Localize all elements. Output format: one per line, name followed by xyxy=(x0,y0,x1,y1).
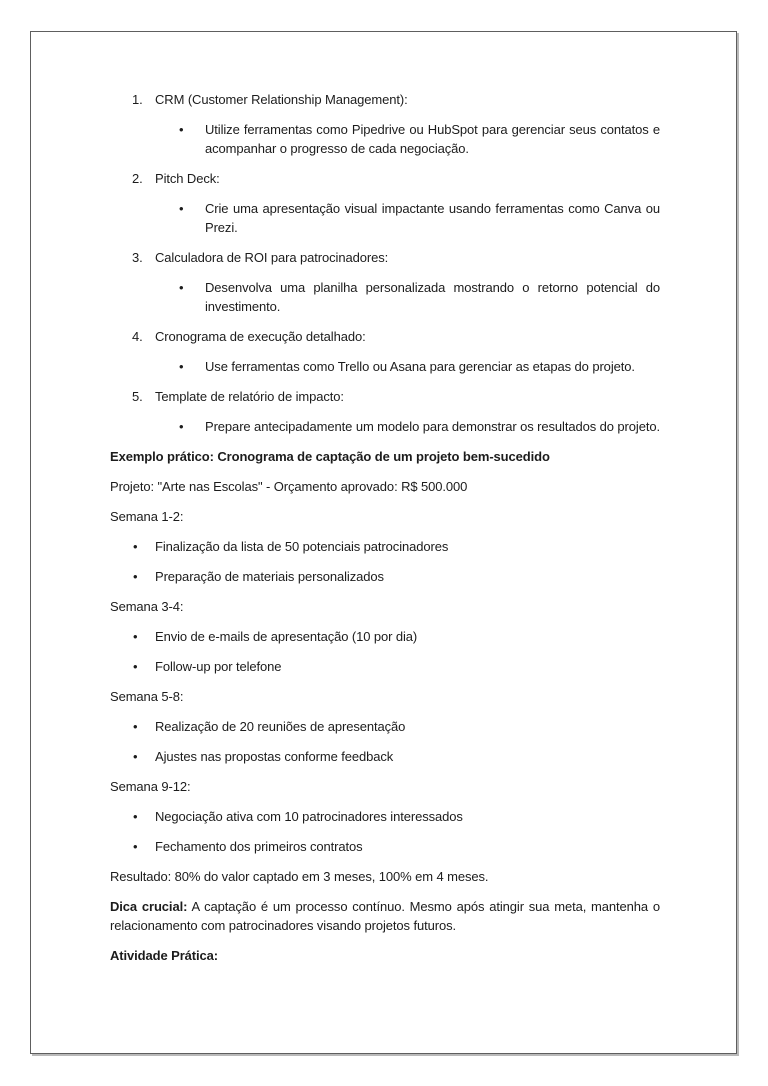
week-bullet-item xyxy=(133,837,660,856)
document-content xyxy=(31,32,736,965)
bullet-text: Finalização da lista de 50 potenciais patrocinadores xyxy=(155,539,449,554)
numbered-item xyxy=(132,169,660,188)
numbered-item xyxy=(132,387,660,406)
document-page xyxy=(30,31,737,1054)
week-label: Semana 3-4: xyxy=(110,599,184,614)
bullet-text: Crie uma apresentação visual impactante usando ferramentas como Canva ou Prezi. xyxy=(205,201,660,235)
week-bullet-item xyxy=(133,807,660,826)
bullet-text: Envio de e-mails de apresentação (10 por dia) xyxy=(155,629,418,644)
tip-label: Dica crucial: xyxy=(110,899,188,914)
result-line: Resultado: 80% do valor captado em 3 meses, 100% em 4 meses. xyxy=(110,869,489,884)
sub-bullet-item xyxy=(179,357,660,376)
bullet-text: Utilize ferramentas como Pipedrive ou HubSpot para gerenciar seus contatos e acompanhar o progresso de cada negociação. xyxy=(205,122,660,156)
bullet-icon: • xyxy=(179,359,184,374)
bullet-text: Negociação ativa com 10 patrocinadores interessados xyxy=(155,809,463,824)
bullet-icon: • xyxy=(179,122,184,137)
week-label: Semana 1-2: xyxy=(110,509,184,524)
item-number: 3. xyxy=(132,250,143,265)
week-bullet-item xyxy=(133,747,660,766)
bullet-text: Prepare antecipadamente um modelo para demonstrar os resultados do projeto. xyxy=(205,419,660,434)
item-number: 5. xyxy=(132,389,143,404)
bullet-text: Desenvolva uma planilha personalizada mostrando o retorno potencial do investimento. xyxy=(205,280,660,314)
sub-bullet-item xyxy=(179,120,660,158)
week-bullet-item xyxy=(133,567,660,586)
sub-bullet-item xyxy=(179,417,660,436)
bullet-icon: • xyxy=(133,569,138,584)
item-number: 1. xyxy=(132,92,143,107)
bullet-icon: • xyxy=(133,809,138,824)
week-label: Semana 5-8: xyxy=(110,689,184,704)
tip-text: A captação é um processo contínuo. Mesmo após atingir sua meta, mantenha o relacionamento com patrocinadores visando projetos futuros. xyxy=(110,899,661,933)
bullet-icon: • xyxy=(179,201,184,216)
bullet-icon: • xyxy=(133,719,138,734)
bullet-icon: • xyxy=(179,419,184,434)
bullet-text: Ajustes nas propostas conforme feedback xyxy=(155,749,394,764)
item-title: Template de relatório de impacto: xyxy=(155,389,344,404)
week-label: Semana 9-12: xyxy=(110,779,191,794)
bullet-icon: • xyxy=(133,659,138,674)
week-bullet-item xyxy=(133,537,660,556)
item-title: Pitch Deck: xyxy=(155,171,220,186)
bullet-text: Preparação de materiais personalizados xyxy=(155,569,384,584)
bullet-icon: • xyxy=(133,539,138,554)
sub-bullet-item xyxy=(179,199,660,237)
numbered-item xyxy=(132,90,660,109)
item-title: Calculadora de ROI para patrocinadores: xyxy=(155,250,389,265)
sub-bullet-item xyxy=(179,278,660,316)
numbered-item xyxy=(132,327,660,346)
bullet-text: Use ferramentas como Trello ou Asana para gerenciar as etapas do projeto. xyxy=(205,359,635,374)
item-number: 2. xyxy=(132,171,143,186)
bullet-text: Realização de 20 reuniões de apresentação xyxy=(155,719,406,734)
bullet-icon: • xyxy=(133,839,138,854)
example-section-heading: Exemplo prático: Cronograma de captação de um projeto bem-sucedido xyxy=(110,449,550,464)
week-bullet-item xyxy=(133,627,660,646)
item-title: Cronograma de execução detalhado: xyxy=(155,329,366,344)
tip-paragraph xyxy=(110,897,660,935)
activity-heading: Atividade Prática: xyxy=(110,948,219,963)
bullet-icon: • xyxy=(179,280,184,295)
project-line: Projeto: "Arte nas Escolas" - Orçamento aprovado: R$ 500.000 xyxy=(110,479,468,494)
item-number: 4. xyxy=(132,329,143,344)
numbered-item xyxy=(132,248,660,267)
bullet-icon: • xyxy=(133,749,138,764)
bullet-text: Fechamento dos primeiros contratos xyxy=(155,839,363,854)
bullet-icon: • xyxy=(133,629,138,644)
item-title: CRM (Customer Relationship Management): xyxy=(155,92,408,107)
bullet-text: Follow-up por telefone xyxy=(155,659,282,674)
week-bullet-item xyxy=(133,717,660,736)
week-bullet-item xyxy=(133,657,660,676)
